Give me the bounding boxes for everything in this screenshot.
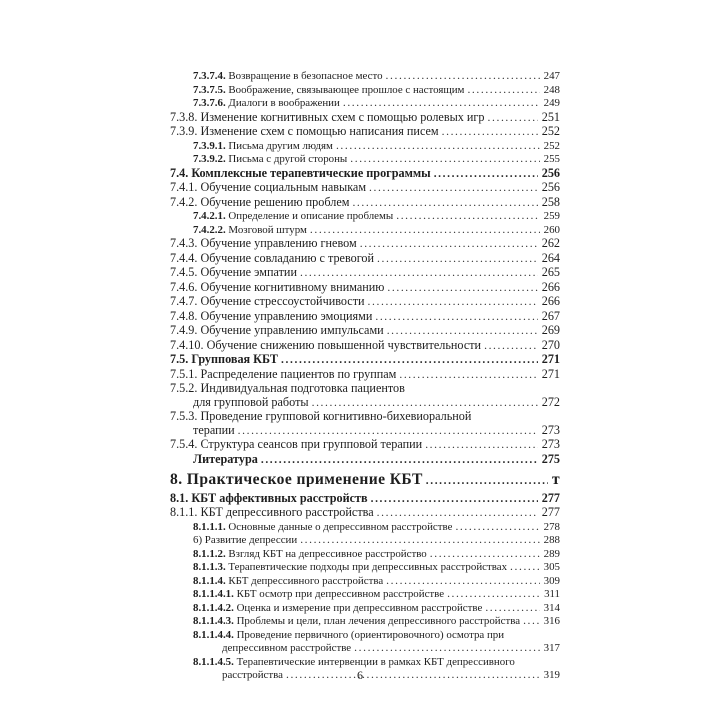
toc-line [170, 181, 560, 196]
toc-dots [523, 615, 540, 629]
toc-entry-number: 8.1.1.4.4. [193, 628, 237, 641]
toc-dots [350, 153, 539, 167]
toc-entry-number: 7.4.7. [170, 295, 201, 308]
toc-dots [375, 310, 537, 325]
toc-entry-number: 7.4.9. [170, 324, 201, 337]
toc-entry-number: 6) [193, 534, 205, 546]
toc-entry-title: 7.4.7. Обучение стрессоустойчивости [170, 295, 365, 308]
toc-entry-title: 8.1.1.1. Основные данные о депрессивном расстройстве [193, 520, 453, 533]
toc-entry-title: 8.1.1.4.4. Проведение первичного (ориентировочного) осмотра при [193, 628, 505, 641]
toc-line [170, 382, 560, 396]
toc-line [170, 506, 560, 521]
toc-dots [426, 473, 548, 489]
toc-entry-title: 7.4.2.2. Мозговой штурм [193, 223, 307, 236]
toc-line [170, 339, 560, 354]
toc-entry-title: 8.1.1.4.2. Оценка и измерение при депрессивном расстройстве [193, 601, 483, 614]
toc-entry-number: 7.5.1. [170, 367, 201, 381]
toc-line [170, 548, 560, 562]
toc-page-number: 273 [541, 422, 560, 437]
toc-line [170, 410, 560, 424]
toc-page-number: 316 [543, 615, 560, 627]
toc-dots [387, 324, 538, 339]
toc-entry-title: 7.3.7.4. Возвращение в безопасное место [193, 70, 383, 82]
toc-line [170, 196, 560, 211]
toc-line [170, 125, 560, 140]
toc-entry-title: для групповой работы [193, 395, 309, 409]
toc-page-number: 259 [543, 210, 560, 222]
toc-entry-title: 7.5.2. Индивидуальная подготовка пациентов [170, 382, 405, 395]
toc-dots [442, 125, 538, 140]
toc-dots [261, 453, 538, 468]
toc-entry-number: 7.3.8. [170, 110, 201, 124]
toc-entry-title: 7.3.9.1. Письма другим людям [193, 139, 333, 152]
toc-page-number: 277 [541, 490, 560, 505]
toc-page-number: 309 [543, 574, 560, 587]
toc-dots [300, 266, 538, 281]
toc-entry-title: 7.4.8. Обучение управлению эмоциями [170, 309, 373, 323]
toc-entry-number: 7.3.9.1. [193, 139, 229, 152]
toc-dots [488, 111, 538, 126]
toc-entry-title: 8.1.1.4. КБТ депрессивного расстройства [193, 574, 384, 587]
toc-page-number: 266 [541, 279, 560, 294]
toc-entry-title: 7.3.9. Изменение схем с помощью написания писем [170, 125, 439, 138]
toc-entry-title: 7.4. Комплексные терапевтические программы [170, 166, 431, 180]
toc-page-number: 314 [543, 601, 560, 614]
toc-page-number: 289 [543, 547, 560, 560]
toc-page-number: 260 [543, 223, 560, 236]
page-footer-number: 6 [357, 668, 363, 682]
toc-entry-number: 7.4.2. [170, 195, 201, 209]
toc-line [170, 368, 560, 383]
toc-dots [369, 181, 538, 196]
toc-page-number: 256 [541, 180, 560, 194]
toc-line [170, 453, 560, 468]
toc-entry-number: 7.4.4. [170, 251, 201, 265]
toc-entry-title: 6) Развитие депрессии [193, 534, 298, 546]
toc-line [170, 561, 560, 575]
toc-page-number: 252 [543, 139, 560, 152]
toc-page-number: 271 [541, 366, 560, 381]
toc-entry-title: 7.4.1. Обучение социальным навыкам [170, 181, 367, 194]
toc-page-number: 248 [543, 83, 560, 96]
toc-page-number: 266 [541, 294, 560, 308]
toc-entry-number: 8.1.1.4.3. [193, 615, 237, 627]
toc-page-number: 256 [541, 165, 560, 180]
toc-entry-title: 8. Практическое применение КБТ [170, 473, 423, 487]
toc-entry-number: 8.1.1. [170, 506, 201, 519]
toc-dots [484, 339, 538, 354]
toc-dots [336, 140, 540, 154]
toc-dots [467, 84, 539, 98]
toc-page-number: 252 [541, 124, 560, 138]
toc-entry-title: 7.4.3. Обучение управлению гневом [170, 237, 357, 250]
toc-line [170, 642, 560, 656]
toc-entry-title: 7.4.10. Обучение снижению повышенной чувствительности [170, 338, 482, 352]
toc-entry-number: 7.4.10. [170, 338, 207, 352]
toc-dots [371, 492, 538, 507]
toc-line [170, 140, 560, 154]
toc-entry-title: 7.4.6. Обучение когнитивному вниманию [170, 280, 385, 294]
toc-entry-title: 7.4.5. Обучение эмпатии [170, 266, 297, 279]
toc [170, 70, 560, 683]
toc-line [170, 424, 560, 439]
toc-page-number: 247 [543, 70, 560, 82]
toc-dots [352, 196, 537, 211]
toc-entry-number: 7.4.1. [170, 181, 201, 194]
toc-line [170, 153, 560, 167]
toc-dots [399, 368, 537, 383]
toc-entry-title: 7.5.1. Распределение пациентов по группам [170, 367, 397, 381]
toc-line [170, 111, 560, 126]
toc-dots [312, 396, 538, 411]
toc-page-number: 249 [543, 97, 560, 109]
toc-entry-number: 7.4.5. [170, 266, 201, 279]
toc-line [170, 310, 560, 325]
toc-line [170, 438, 560, 453]
toc-dots [387, 281, 537, 296]
toc-entry-title: расстройства [222, 669, 283, 681]
toc-dots [430, 548, 540, 562]
toc-line [170, 602, 560, 616]
toc-entry-number: 8.1.1.1. [193, 520, 229, 533]
toc-entry-title: 8.1.1.3. Терапевтические подходы при депрессивных расстройствах [193, 561, 508, 573]
toc-entry-number: 8.1.1.3. [193, 561, 229, 573]
toc-page-number: 273 [541, 437, 560, 451]
toc-entry-title: 7.3.7.5. Воображение, связывающее прошлое с настоящим [193, 83, 465, 96]
toc-page-number: 262 [541, 236, 560, 250]
toc-dots [377, 506, 538, 521]
toc-line [170, 353, 560, 368]
toc-page-number: 271 [541, 352, 560, 366]
toc-line [170, 70, 560, 84]
toc-dots [386, 575, 539, 589]
toc-dots [300, 534, 539, 548]
toc-entry-title: 7.5.4. Структура сеансов при групповой терапии [170, 438, 423, 451]
toc-entry-title: 7.4.2.1. Определение и описание проблемы [193, 210, 394, 222]
toc-entry-number: 7.3.9. [170, 125, 201, 138]
toc-line [170, 615, 560, 629]
toc-dots [354, 642, 540, 656]
toc-entry-number: 8. [170, 473, 187, 487]
toc-dots [343, 97, 540, 111]
toc-line [170, 492, 560, 507]
toc-page-number: т [551, 471, 560, 488]
toc-line [170, 224, 560, 238]
toc-page-number: 269 [541, 323, 560, 337]
toc-page-number: 317 [543, 642, 560, 654]
toc-entry-number: 7.5.4. [170, 438, 201, 451]
toc-page-number: 265 [541, 265, 560, 279]
toc-entry-number: 8.1.1.4.1. [193, 588, 237, 600]
toc-entry-number: 8.1.1.4.5. [193, 655, 237, 668]
toc-page-number: 278 [543, 520, 560, 533]
toc-line [170, 575, 560, 589]
toc-line [170, 210, 560, 224]
toc-dots [434, 167, 538, 182]
toc-entry-number: 7.5. [170, 353, 192, 366]
toc-entry-number: 8.1.1.2. [193, 547, 229, 560]
toc-entry-number: 7.4.3. [170, 237, 201, 250]
toc-page-number: 311 [544, 588, 560, 600]
toc-line [170, 324, 560, 339]
toc-entry-title: 7.4.9. Обучение управлению импульсами [170, 324, 384, 337]
toc-page-number: 305 [543, 561, 560, 573]
toc-dots [485, 602, 539, 616]
toc-entry-title: 8.1.1.2. Взгляд КБТ на депрессивное расстройство [193, 547, 427, 560]
toc-entry-title: 7.3.8. Изменение когнитивных схем с помощью ролевых игр [170, 110, 485, 124]
toc-entry-number: 7.4. [170, 166, 192, 180]
toc-entry-title: депрессивном расстройстве [222, 642, 352, 654]
toc-entry-title: 7.4.2. Обучение решению проблем [170, 195, 350, 209]
toc-page-number: 255 [543, 153, 560, 165]
toc-dots [310, 224, 540, 238]
toc-page-number: 264 [541, 250, 560, 265]
toc-entry-number: 7.5.3. [170, 410, 201, 423]
toc-dots [377, 252, 538, 267]
toc-page-number: 288 [543, 534, 560, 546]
toc-entry-title: 7.5. Групповая КБТ [170, 353, 279, 366]
toc-entry-title: 7.3.7.6. Диалоги в воображении [193, 97, 340, 109]
toc-entry-number: 8.1. [170, 491, 192, 505]
toc-entry-title: 8.1.1.4.3. Проблемы и цели, план лечения депрессивного расстройства [193, 615, 521, 627]
toc-dots [360, 237, 538, 252]
toc-dots [455, 521, 539, 535]
toc-entry-title: 8.1. КБТ аффективных расстройств [170, 491, 368, 505]
toc-entry-number: 7.5.2. [170, 382, 201, 395]
toc-entry-number: 7.3.9.2. [193, 153, 229, 165]
toc-dots [447, 588, 540, 602]
toc-page-number: 275 [541, 451, 560, 466]
toc-page-number: 277 [541, 505, 560, 519]
toc-entry-number: 7.3.7.4. [193, 70, 229, 82]
toc-line [170, 588, 560, 602]
toc-dots [281, 353, 538, 368]
toc-dots [396, 210, 539, 224]
toc-entry-number: 7.3.7.5. [193, 83, 229, 96]
toc-line [170, 295, 560, 310]
toc-dots [510, 561, 540, 575]
toc-entry-title: 7.5.3. Проведение групповой когнитивно-бихевиоральной [170, 410, 472, 423]
toc-page-number: 251 [541, 109, 560, 124]
toc-entry-title: 7.3.9.2. Письма с другой стороны [193, 153, 348, 165]
toc-line [170, 167, 560, 182]
toc-entry-number: 8.1.1.4.2. [193, 601, 237, 614]
toc-line [170, 97, 560, 111]
toc-entry-number: 7.4.8. [170, 309, 201, 323]
toc-entry-number: 7.4.2.2. [193, 223, 229, 236]
toc-entry-title: 8.1.1. КБТ депрессивного расстройства [170, 506, 374, 519]
toc-line [170, 656, 560, 670]
toc-dots [425, 438, 538, 453]
toc-entry-title: Литература [193, 452, 258, 466]
toc-entry-number: 7.3.7.6. [193, 97, 229, 109]
toc-entry-title: терапии [193, 423, 235, 437]
toc-page-number: 272 [541, 394, 560, 409]
toc-page-number: 319 [543, 669, 560, 681]
toc-line [170, 396, 560, 411]
toc-entry-title: 8.1.1.4.5. Терапевтические интервенции в рамках КБТ депрессивного [193, 655, 515, 668]
toc-page-number: 267 [541, 308, 560, 323]
toc-entry-title: 7.4.4. Обучение совладанию с тревогой [170, 251, 375, 265]
toc-entry-number: 8.1.1.4. [193, 574, 229, 587]
toc-line [170, 629, 560, 643]
toc-entry-number: 7.4.2.1. [193, 210, 229, 222]
toc-dots [238, 424, 538, 439]
toc-line [170, 266, 560, 281]
toc-line [170, 84, 560, 98]
toc-entry-number: 7.4.6. [170, 280, 201, 294]
toc-dots [368, 295, 538, 310]
toc-entry-title: 8.1.1.4.1. КБТ осмотр при депрессивном расстройстве [193, 588, 445, 600]
toc-line [170, 467, 560, 492]
toc-dots [386, 70, 540, 84]
toc-page-number: 258 [541, 194, 560, 209]
toc-line [170, 521, 560, 535]
toc-page-number: 270 [541, 337, 560, 352]
toc-line [170, 281, 560, 296]
toc-line [170, 237, 560, 252]
toc-line [170, 252, 560, 267]
toc-line [170, 534, 560, 548]
